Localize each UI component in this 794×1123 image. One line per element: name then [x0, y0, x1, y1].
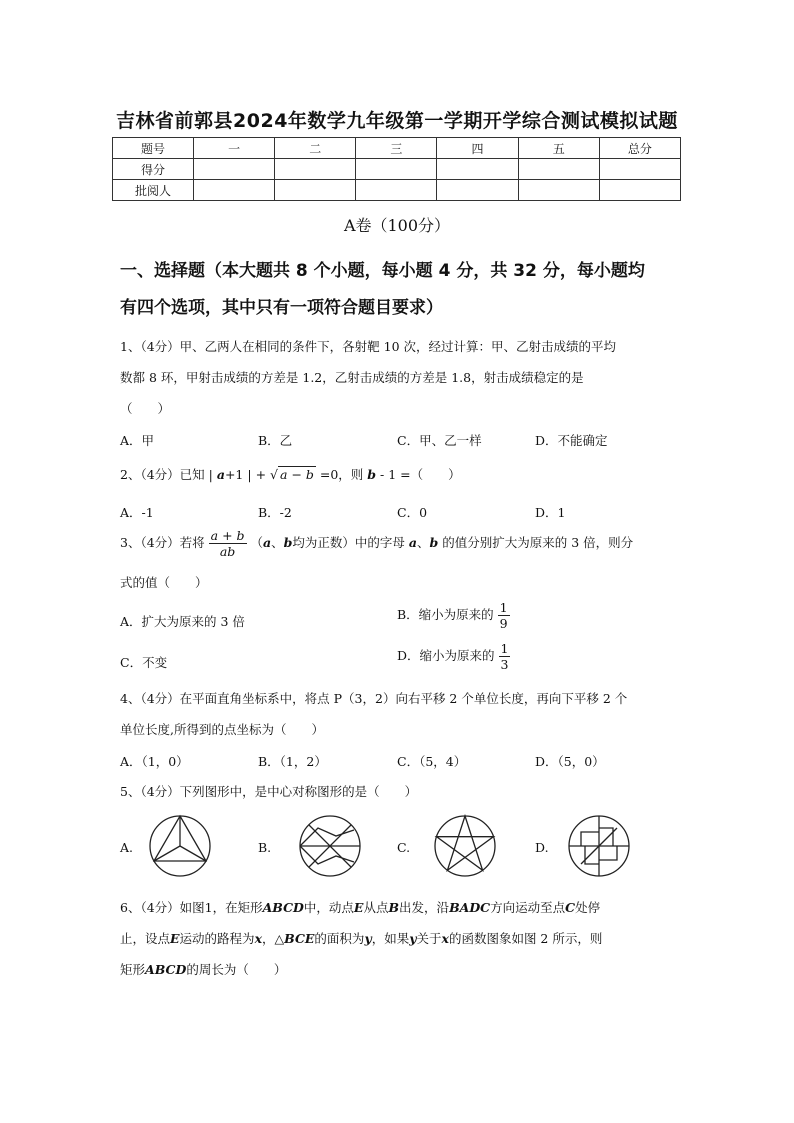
table-cell — [194, 180, 275, 201]
q3-stem — [120, 528, 633, 559]
q6-text: 处停 — [575, 900, 601, 915]
fraction-denominator: 3 — [500, 657, 509, 672]
table-cell — [356, 159, 437, 180]
q6-line3 — [120, 960, 286, 978]
fraction-numerator: 1 — [500, 641, 509, 656]
q5-label-b: B. — [258, 840, 272, 855]
var-bce: BCE — [284, 931, 315, 946]
var-x: x — [254, 931, 263, 946]
var-a: a — [263, 535, 272, 550]
table-cell: 得分 — [113, 159, 194, 180]
q3-paren-rest: 均为正数）中的字母 — [292, 535, 405, 550]
q3-option-b-text: B．缩小为原来的 — [397, 607, 494, 622]
table-cell: 批阅人 — [113, 180, 194, 201]
q2-stem — [120, 465, 461, 483]
q3-option-d-text: D．缩小为原来的 — [397, 648, 495, 663]
table-cell: 四 — [437, 138, 518, 159]
q2-prefix: 2、（4分）已知 — [120, 467, 205, 482]
score-table-row — [113, 159, 681, 180]
q6-text: 从点 — [363, 900, 389, 915]
var-b: b — [429, 535, 439, 550]
figure-a-triangle-circle — [148, 814, 212, 878]
abs-rest: +1 — [224, 467, 244, 482]
figure-c-star-circle — [433, 814, 497, 878]
q3-line2: 式的值（ ） — [120, 575, 208, 590]
q1-option-b: B．乙 — [258, 433, 293, 448]
table-cell: 五 — [518, 138, 599, 159]
q3-option-b — [397, 600, 510, 631]
q2-eq: =0，则 — [319, 467, 364, 482]
q1-option-d: D．不能确定 — [535, 433, 608, 448]
q5-label-c: C. — [397, 840, 411, 855]
var-x: x — [441, 931, 449, 946]
var-e: E — [353, 900, 364, 915]
q6-text: ，如果 — [371, 931, 410, 946]
q2-option-c: C．0 — [397, 505, 428, 520]
table-cell — [275, 180, 356, 201]
fraction — [499, 641, 511, 672]
q4-line1: 4、（4分）在平面直角坐标系中，将点 P（3，2）向右平移 2 个单位长度，再向下平移 2 个 — [120, 691, 628, 706]
q3-tail: 的值分别扩大为原来的 3 倍，则分 — [442, 535, 634, 550]
table-cell — [275, 159, 356, 180]
table-cell — [194, 159, 275, 180]
q2-option-b: B．-2 — [258, 505, 292, 520]
q2-option-a: A．-1 — [120, 505, 154, 520]
q6-text: 止，设点 — [120, 931, 171, 946]
var-b: B — [388, 900, 400, 915]
q3-paren-open: （ — [250, 535, 264, 550]
q3-prefix: 3、（4分）若将 — [120, 535, 205, 550]
var-y: y — [409, 931, 417, 946]
var-c: C — [565, 900, 576, 915]
q3-option-c: C．不变 — [120, 655, 168, 670]
var-y: y — [364, 931, 372, 946]
score-table-header-row — [113, 138, 681, 159]
q6-text: 6、（4分）如图1，在矩形 — [120, 900, 263, 915]
page-title: 吉林省前郭县2024年数学九年级第一学期开学综合测试模拟试题 — [116, 110, 678, 132]
q4-line2: 单位长度,所得到的点坐标为（ ） — [120, 722, 324, 737]
var-abcd: ABCD — [262, 900, 304, 915]
q4-option-d: D．（5，0） — [535, 754, 605, 769]
q6-text: 方向运动至点 — [490, 900, 566, 915]
fraction — [498, 600, 510, 631]
q1-option-c: C．甲、乙一样 — [397, 433, 482, 448]
sqrt-body: a − b — [280, 467, 314, 482]
var-badc: BADC — [449, 900, 491, 915]
q6-text: 出发，沿 — [399, 900, 450, 915]
q5-label-d: D. — [535, 840, 549, 855]
figure-d-pinwheel-circle — [567, 814, 631, 878]
var-a: a — [216, 467, 225, 482]
comma: 、 — [271, 535, 284, 550]
table-cell: 总分 — [599, 138, 680, 159]
comma: 、 — [417, 535, 430, 550]
q6-line1 — [120, 898, 600, 916]
q4-option-a: A．（1，0） — [120, 754, 189, 769]
table-cell — [437, 180, 518, 201]
q4-option-c: C．（5，4） — [397, 754, 467, 769]
section-title-line2: 有四个选项，其中只有一项符合题目要求） — [120, 298, 443, 318]
var-e: E — [170, 931, 180, 946]
q6-text: 的周长为（ ） — [186, 962, 287, 977]
section-title-line1: 一、选择题（本大题共 8 个小题，每小题 4 分，共 32 分，每小题均 — [120, 261, 645, 281]
score-table — [112, 137, 681, 201]
q1-line1: 1、（4分）甲、乙两人在相同的条件下，各射靶 10 次，经过计算：甲、乙射击成绩的平均 — [120, 339, 617, 354]
fraction-numerator: 1 — [499, 600, 508, 615]
table-cell: 二 — [275, 138, 356, 159]
sqrt-expression: √ a − b — [270, 467, 314, 482]
q2-option-d: D．1 — [535, 505, 566, 520]
table-cell — [518, 180, 599, 201]
fraction-denominator: 9 — [499, 616, 508, 631]
q6-text: 中，动点 — [303, 900, 354, 915]
q2-tail: - 1 =（ ） — [380, 467, 461, 482]
fraction-numerator: a + b — [210, 528, 245, 543]
q4-option-b: B．（1，2） — [258, 754, 327, 769]
q6-text: 矩形 — [120, 962, 146, 977]
q6-text: 的面积为 — [314, 931, 365, 946]
fraction — [209, 528, 247, 559]
table-cell: 三 — [356, 138, 437, 159]
q3-option-a: A．扩大为原来的 3 倍 — [120, 614, 245, 629]
abs-close: | — [247, 467, 252, 482]
var-abcd: ABCD — [145, 962, 187, 977]
plus-sign: + — [255, 467, 267, 482]
var-a: a — [408, 535, 417, 550]
section-heading-juan: A卷（100分） — [343, 216, 451, 235]
q6-text: 关于 — [416, 931, 442, 946]
q6-text: 运动的路程为 — [179, 931, 255, 946]
table-cell — [437, 159, 518, 180]
q6-text: ，△ — [262, 931, 285, 946]
q1-line2: 数都 8 环，甲射击成绩的方差是 1.2，乙射击成绩的方差是 1.8，射击成绩稳定的是 — [120, 370, 584, 385]
table-cell — [356, 180, 437, 201]
var-b: b — [283, 535, 293, 550]
q6-line2 — [120, 929, 602, 947]
q3-option-d — [397, 641, 510, 672]
table-cell — [518, 159, 599, 180]
q5-line1: 5、（4分）下列图形中，是中心对称图形的是（ ） — [120, 784, 418, 799]
q1-paren: （ ） — [120, 401, 171, 416]
table-cell — [599, 159, 680, 180]
var-b: b — [367, 467, 377, 482]
score-table-row — [113, 180, 681, 201]
q5-label-a: A. — [120, 840, 134, 855]
abs-open: | — [208, 467, 213, 482]
q6-text: 的函数图象如图 2 所示，则 — [448, 931, 603, 946]
fraction-denominator: ab — [219, 544, 236, 559]
figure-b-zigzag-circle — [298, 814, 362, 878]
table-cell — [599, 180, 680, 201]
table-cell: 题号 — [113, 138, 194, 159]
q1-option-a: A．甲 — [120, 433, 155, 448]
table-cell: 一 — [194, 138, 275, 159]
